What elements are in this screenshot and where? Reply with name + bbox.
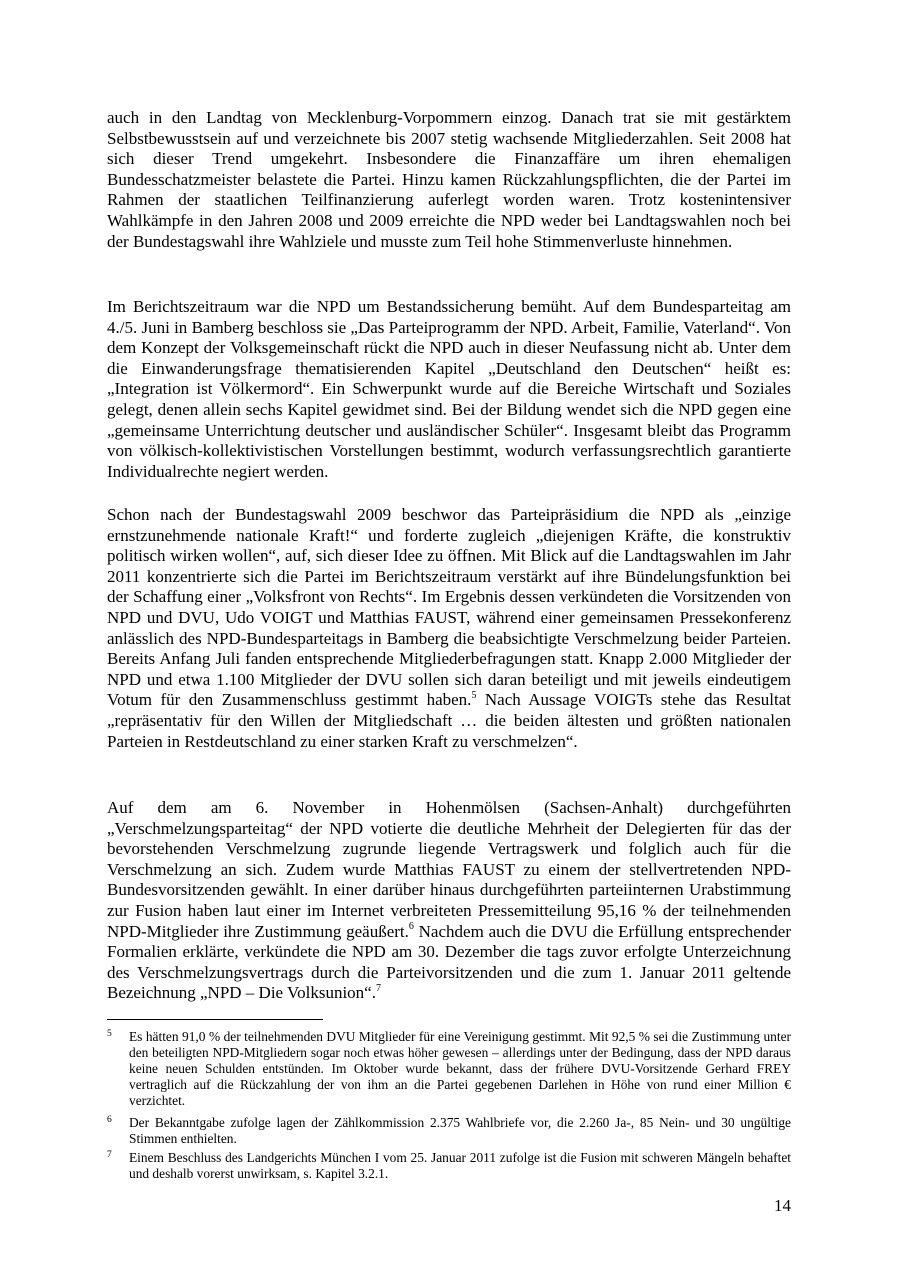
footnote-text: Es hätten 91,0 % der teilnehmenden DVU Mitglieder für eine Vereinigung gestimmt. Mit 92,5 % sei die Zustimmung unter den beteiligten NPD-Mitgliedern sogar noch etwas höher gewesen – allerdings unter der Bedingung, dass der NPD daraus keine neuen Schulden entstünden. Im Oktober wurde bekannt, dass der frühere DVU-Vorsitzende Gerhard FREY vertraglich auf die Rückzahlung der von ihm an die Partei gegebenen Darlehen in Höhe von rund einer Million € verzichtet. (129, 1029, 791, 1108)
page-number: 14 (774, 1196, 791, 1215)
paragraph-4 (107, 798, 791, 1004)
paragraph-text: Auf dem am 6. November in Hohenmölsen (Sachsen-Anhalt) durchgeführten „Verschmelzungsparteitag“ der NPD votierte die deutliche Mehrheit der Delegierten für das der bevorstehenden Verschmelzung zugrunde liegende Vertragswerk und folglich auch für die Verschmelzung an sich. Zudem wurde Matthias FAUST zu einem der stellvertretenden NPD-Bundesvorsitzenden gewählt. In einer darüber hinaus durchgeführten parteiinternen Urabstimmung zur Fusion haben laut einer im Internet verbreiteten Pressemitteilung 95,16 % der teilnehmenden NPD-Mitglieder ihre Zustimmung geäußert. (107, 798, 791, 941)
footnote (107, 1150, 791, 1182)
paragraph-text: Nachdem auch die DVU die Erfüllung entsprechender Formalien erklärte, verkündete die NPD am 30. Dezember die tags zuvor erfolgte Unterzeichnung des Verschmelzungsvertrags durch die Parteivorsitzenden und die zum 1. Januar 2011 geltende Bezeichnung „NPD – Die Volksunion“. (107, 921, 791, 1003)
footnote-divider (107, 1019, 323, 1020)
paragraph-text: auch in den Landtag von Mecklenburg-Vorpommern einzog. Danach trat sie mit gestärktem Selbstbewusstsein auf und verzeichnete bis 2007 stetig wachsende Mitgliederzahlen. Seit 2008 hat sich dieser Trend umgekehrt. Insbesondere die Finanzaffäre um ihren ehemaligen Bundesschatzmeister belastete die Partei. Hinzu kamen Rückzahlungspflichten, die der Partei im Rahmen der staatlichen Teilfinanzierung auferlegt worden waren. Trotz kostenintensiver Wahlkämpfe in den Jahren 2008 und 2009 erreichte die NPD weder bei Landtagswahlen noch bei der Bundestagswahl ihre Wahlziele und musste zum Teil hohe Stimmenverluste hinnehmen. (107, 108, 791, 251)
footnote-number: 7 (107, 1150, 112, 1160)
footnote (107, 1115, 791, 1147)
paragraph-3 (107, 505, 791, 752)
paragraph-2 (107, 297, 791, 482)
footnote-reference[interactable]: 7 (375, 982, 381, 994)
paragraph-text: Schon nach der Bundestagswahl 2009 beschwor das Parteipräsidium die NPD als „einzige ernstzunehmende nationale Kraft!“ und forderte zugleich „diejenigen Kräfte, die konstruktiv politisch wirken wollen“, auf, sich dieser Idee zu öffnen. Mit Blick auf die Landtagswahlen im Jahr 2011 konzentrierte sich die Partei im Berichtszeitraum verstärkt auf ihre Bündelungsfunktion bei der Schaffung einer „Volksfront von Rechts“. Im Ergebnis dessen verkündeten die Vorsitzenden von NPD und DVU, Udo VOIGT und Matthias FAUST, während einer gemeinsamen Pressekonferenz anlässlich des NPD-Bundesparteitags in Bamberg die beabsichtigte Verschmelzung beider Parteien. Bereits Anfang Juli fanden entsprechende Mitgliederbefragungen statt. Knapp 2.000 Mitglieder der NPD und etwa 1.100 Mitglieder der DVU sollen sich daran beteiligt und mit jeweils eindeutigem Votum für den Zusammenschluss gestimmt haben. (107, 505, 791, 710)
paragraph-text: Im Berichtszeitraum war die NPD um Bestandssicherung bemüht. Auf dem Bundesparteitag am 4./5. Juni in Bamberg beschloss sie „Das Parteiprogramm der NPD. Arbeit, Familie, Vaterland“. Von dem Konzept der Volksgemeinschaft rückt die NPD auch in dieser Neufassung nicht ab. Unter dem die Einwanderungsfrage thematisierenden Kapitel „Deutschland den Deutschen“ heißt es: „Integration ist Völkermord“. Ein Schwerpunkt wurde auf die Bereiche Wirtschaft und Soziales gelegt, denen allein sechs Kapitel gewidmet sind. Bei der Bildung wendet sich die NPD gegen eine „gemeinsame Unterrichtung deutscher und ausländischer Schüler“. Insgesamt bleibt das Programm von völkisch-kollektivistischen Vorstellungen bestimmt, wodurch verfassungsrechtlich garantierte Individualrechte negiert werden. (107, 297, 791, 481)
footnote-reference[interactable]: 5 (471, 689, 477, 701)
footnote-number: 6 (107, 1115, 112, 1125)
footnote (107, 1029, 791, 1109)
footnote-number: 5 (107, 1029, 112, 1039)
paragraph-text: Nach Aussage VOIGTs stehe das Resultat „repräsentativ für den Willen der Mitgliedschaft … die beiden ältesten und größten nationalen Parteien in Restdeutschland zu einer starken Kraft zu verschmelzen“. (107, 690, 791, 751)
footnote-text: Einem Beschluss des Landgerichts München I vom 25. Januar 2011 zufolge ist die Fusion mit schweren Mängeln behaftet und deshalb vorerst unwirksam, s. Kapitel 3.2.1. (129, 1150, 791, 1181)
footnote-reference[interactable]: 6 (408, 920, 414, 932)
footnote-text: Der Bekanntgabe zufolge lagen der Zählkommission 2.375 Wahlbriefe vor, die 2.260 Ja-, 85 Nein- und 30 ungültige Stimmen enthielten. (129, 1115, 791, 1146)
paragraph-1 (107, 108, 791, 252)
